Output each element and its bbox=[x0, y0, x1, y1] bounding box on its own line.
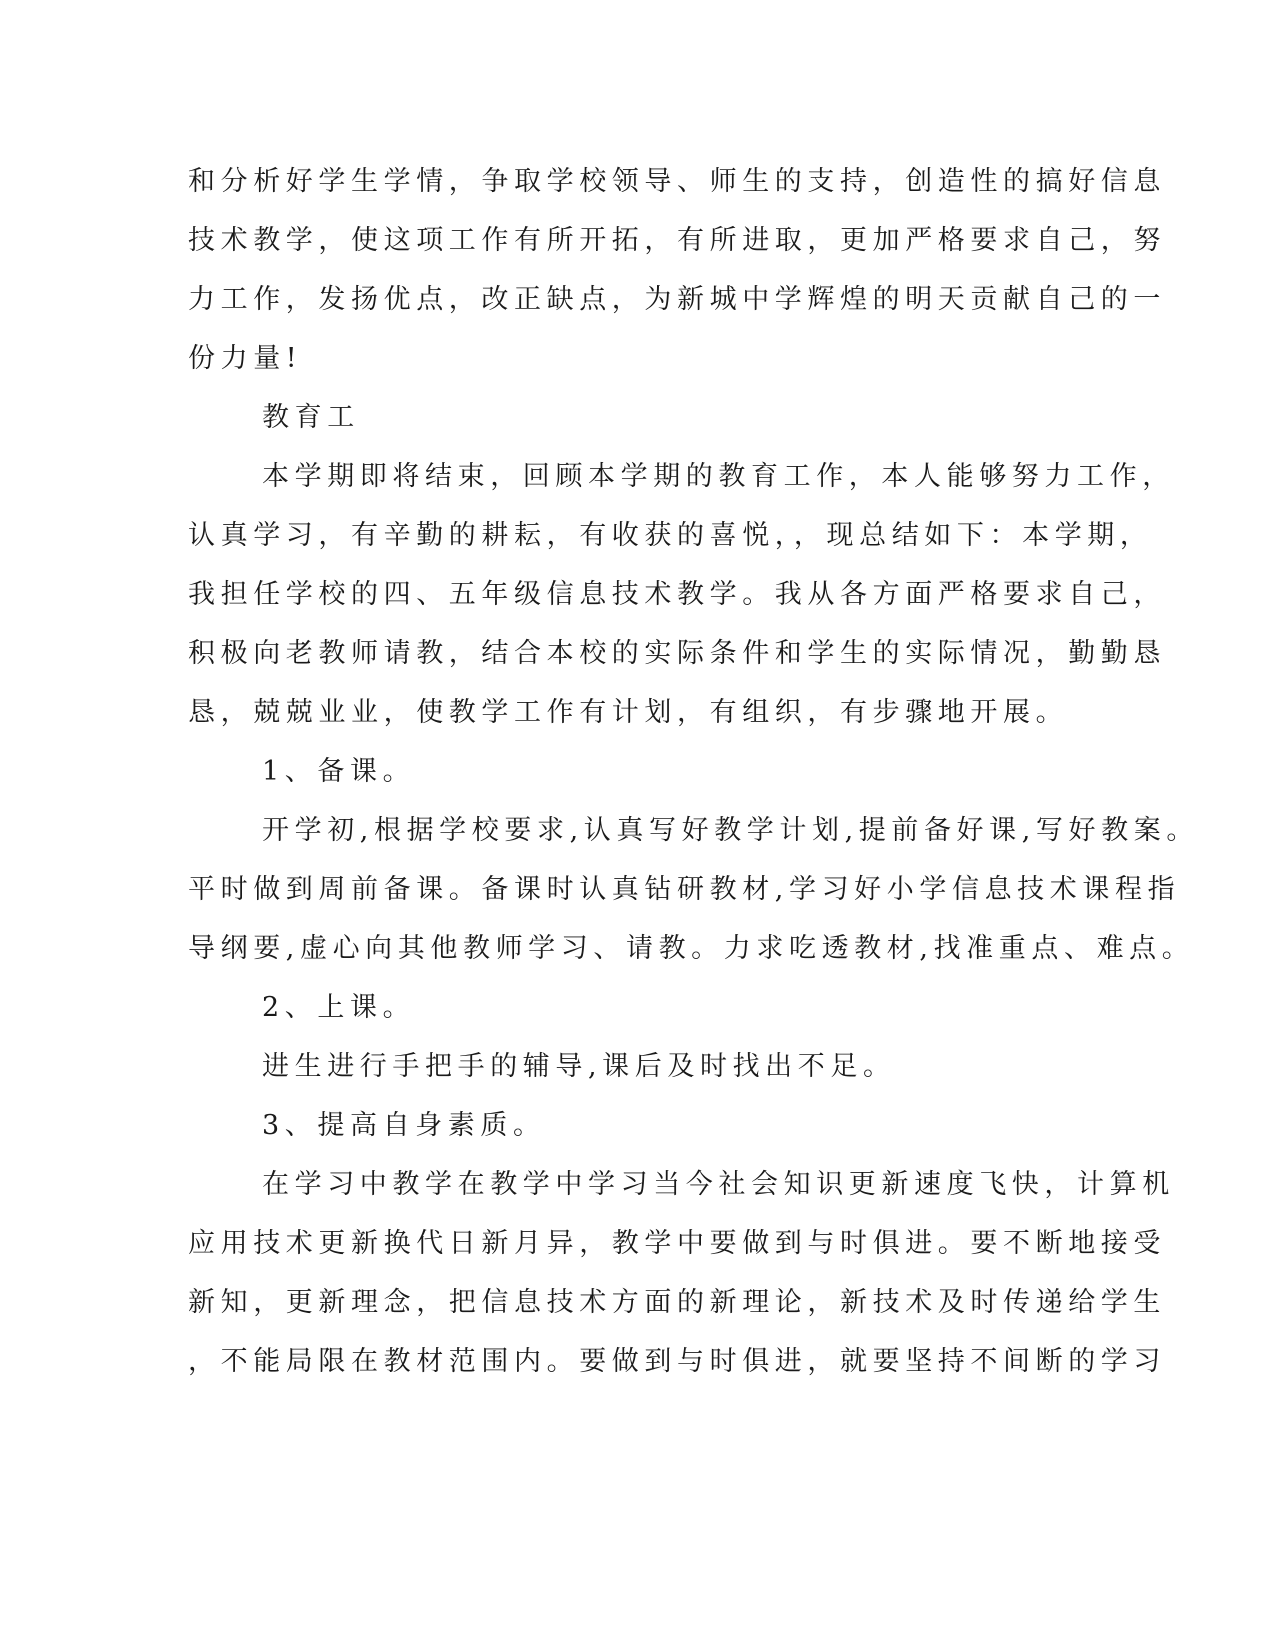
body-line: 应用技术更新换代日新月异，教学中要做到与时俱进。要不断地接受 bbox=[188, 1228, 1166, 1259]
body-line: 在学习中教学在教学中学习当今社会知识更新速度飞快，计算机 bbox=[262, 1169, 1175, 1200]
body-line: 开学初,根据学校要求,认真写好教学计划,提前备好课,写好教案。 bbox=[262, 815, 1199, 846]
body-line: 本学期即将结束，回顾本学期的教育工作，本人能够努力工作， bbox=[262, 461, 1175, 492]
numbered-heading: 2、上课。 bbox=[262, 992, 416, 1023]
body-line: 份力量! bbox=[188, 343, 303, 374]
body-line: 平时做到周前备课。备课时认真钻研教材,学习好小学信息技术课程指 bbox=[188, 874, 1181, 905]
body-line: 认真学习，有辛勤的耕耘，有收获的喜悦，，现总结如下：本学期， bbox=[188, 520, 1153, 551]
body-line: 进生进行手把手的辅导,课后及时找出不足。 bbox=[262, 1051, 896, 1082]
numbered-heading: 1、备课。 bbox=[262, 756, 416, 787]
numbered-heading: 3、提高自身素质。 bbox=[262, 1110, 546, 1141]
body-line: 恳，兢兢业业，使教学工作有计划，有组织，有步骤地开展。 bbox=[188, 697, 1069, 728]
body-line: 力工作，发扬优点，改正缺点，为新城中学辉煌的明天贡献自己的一 bbox=[188, 284, 1166, 315]
body-line: ，不能局限在教材范围内。要做到与时俱进，就要坚持不间断的学习 bbox=[188, 1346, 1166, 1377]
body-line: 技术教学，使这项工作有所开拓，有所进取，更加严格要求自己，努 bbox=[188, 225, 1166, 256]
body-line: 积极向老教师请教，结合本校的实际条件和学生的实际情况，勤勤恳 bbox=[188, 638, 1166, 669]
body-line: 导纲要,虚心向其他教师学习、请教。力求吃透教材,找准重点、难点。 bbox=[188, 933, 1195, 964]
body-line: 我担任学校的四、五年级信息技术教学。我从各方面严格要求自己， bbox=[188, 579, 1166, 610]
section-heading: 教育工 bbox=[262, 402, 360, 433]
body-line: 新知，更新理念，把信息技术方面的新理论，新技术及时传递给学生 bbox=[188, 1287, 1166, 1318]
body-line: 和分析好学生学情，争取学校领导、师生的支持，创造性的搞好信息 bbox=[188, 166, 1166, 197]
